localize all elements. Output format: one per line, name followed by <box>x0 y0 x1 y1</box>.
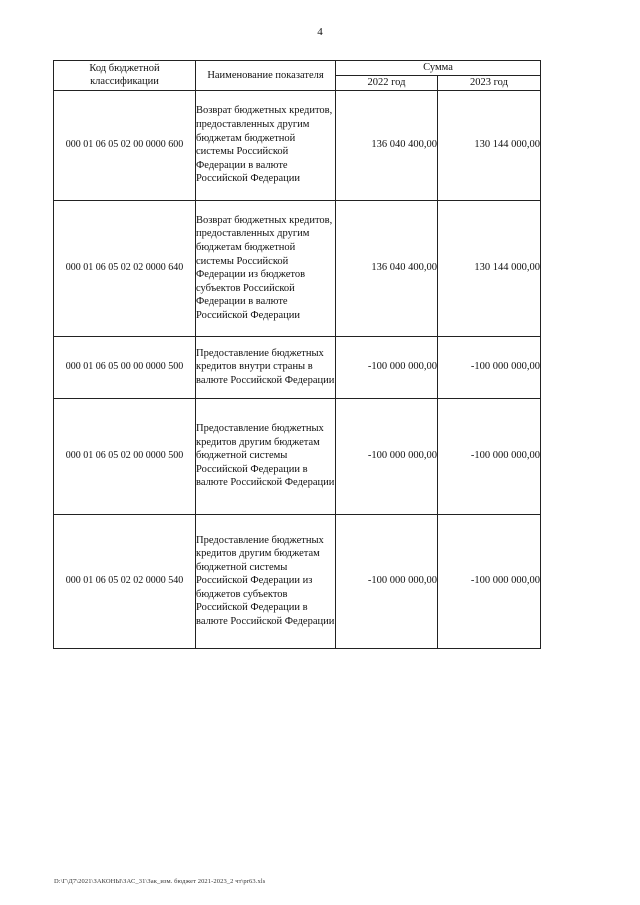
header-year-2022: 2022 год <box>336 75 438 90</box>
header-year-2023: 2023 год <box>438 75 541 90</box>
row-value-2022: 136 040 400,00 <box>336 90 438 200</box>
budget-table <box>53 60 541 649</box>
row-code: 000 01 06 05 02 02 0000 640 <box>54 200 196 336</box>
row-value-2023: -100 000 000,00 <box>438 336 541 398</box>
table-row <box>54 398 541 514</box>
header-code: Код бюджетной классификации <box>54 61 196 91</box>
row-value-2023: 130 144 000,00 <box>438 90 541 200</box>
table-row <box>54 200 541 336</box>
row-value-2022: -100 000 000,00 <box>336 514 438 648</box>
row-code: 000 01 06 05 02 00 0000 600 <box>54 90 196 200</box>
row-name: Возврат бюджетных кредитов, предоставленных другим бюджетам бюджетной системы Российской Федерации из бюджетов субъектов Российской Федерации в валюте Российской Федерации <box>196 200 336 336</box>
header-row <box>54 61 541 76</box>
row-value-2023: 130 144 000,00 <box>438 200 541 336</box>
row-code: 000 01 06 05 00 00 0000 500 <box>54 336 196 398</box>
row-value-2022: -100 000 000,00 <box>336 398 438 514</box>
header-sum: Сумма <box>336 61 541 76</box>
table-row <box>54 90 541 200</box>
row-value-2023: -100 000 000,00 <box>438 398 541 514</box>
row-code: 000 01 06 05 02 00 0000 500 <box>54 398 196 514</box>
page-number: 4 <box>317 26 323 38</box>
table-row <box>54 336 541 398</box>
row-name: Предоставление бюджетных кредитов другим бюджетам бюджетной системы Российской Федерации из бюджетов субъектов Российской Федерации в валюте Российской Федерации <box>196 514 336 648</box>
row-code: 000 01 06 05 02 02 0000 540 <box>54 514 196 648</box>
row-name: Предоставление бюджетных кредитов внутри страны в валюте Российской Федерации <box>196 336 336 398</box>
footer-file-path: D:\Г\Д7\2021\ЗАКОНЫ\ЗАС_31\Зак_изм. бюджет 2021-2023_2 чт\pr63.xls <box>54 878 266 885</box>
row-name: Возврат бюджетных кредитов, предоставленных другим бюджетам бюджетной системы Российской Федерации в валюте Российской Федерации <box>196 90 336 200</box>
row-value-2022: -100 000 000,00 <box>336 336 438 398</box>
row-value-2022: 136 040 400,00 <box>336 200 438 336</box>
header-name: Наименование показателя <box>196 61 336 91</box>
row-name: Предоставление бюджетных кредитов другим бюджетам бюджетной системы Российской Федерации в валюте Российской Федерации <box>196 398 336 514</box>
table-row <box>54 514 541 648</box>
row-value-2023: -100 000 000,00 <box>438 514 541 648</box>
